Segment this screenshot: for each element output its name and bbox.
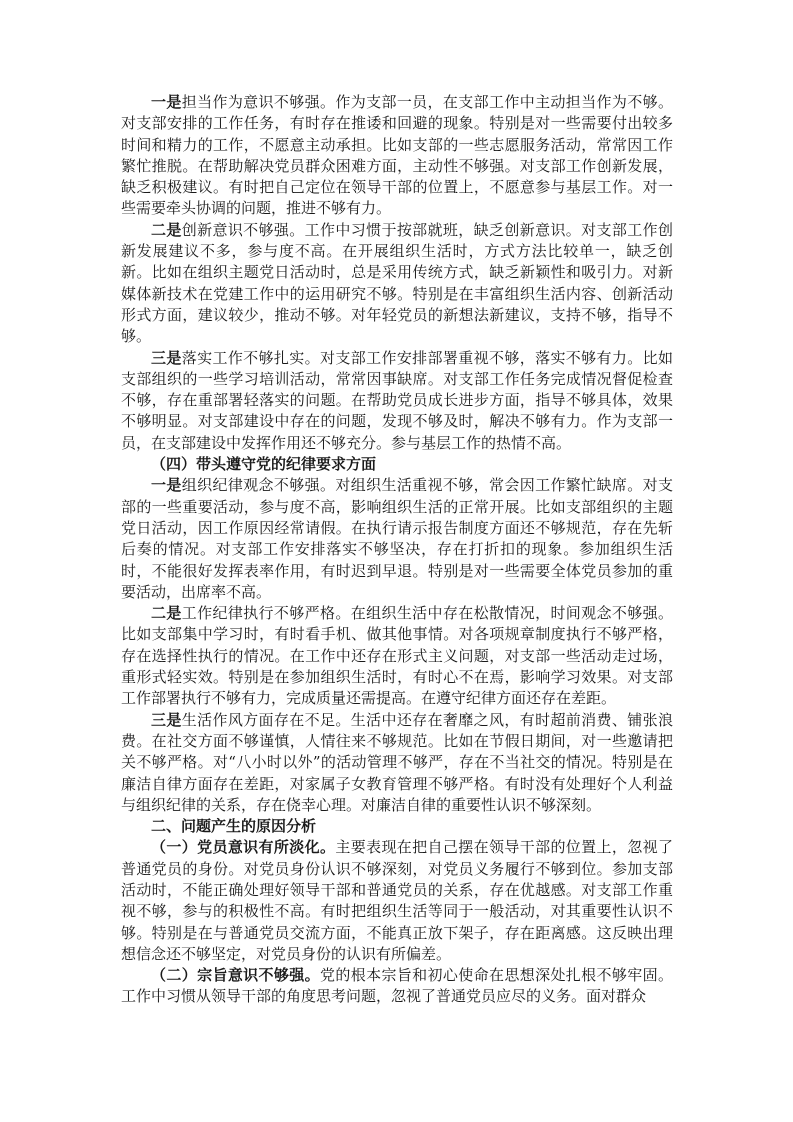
section-heading: 二、问题产生的原因分析	[151, 817, 317, 836]
paragraph-text: 担当作为意识不够强。作为支部一员，在支部工作中主动担当作为不够。对支部安排的工作任务，有时存在推诿和回避的现象。特别是对一些需要付出较多时间和精力的工作，不愿意主动承担。比如支部的一些志愿服务活动，常常因工作繁忙推脱。在帮助解决党员群众困难方面，主动性不够强。对支部工作创新发展，缺乏积极建议。有时把自己定位在领导干部的位置上，不愿意参与基层工作。对一些需要牵头协调的问题，推进不够有力。	[121, 93, 673, 218]
paragraph-lead: 二是	[151, 220, 182, 239]
paragraph-text: 主要表现在把自己摆在领导干部的位置上，忽视了普通党员的身份。对党员身份认识不够深刻，对党员义务履行不够到位。参加支部活动时，不能正确处理好领导干部和普通党员的关系，存在优越感。对支部工作重视不够，参与的积极性不高。有时把组织生活等同于一般活动，对其重要性认识不够。特别是在与普通党员交流方面，不能真正放下架子，存在距离感。这反映出理想信念还不够坚定，对党员身份的认识有所偏差。	[121, 838, 673, 963]
paragraph-lead: （一）党员意识有所淡化。	[151, 838, 336, 857]
paragraph-lead: 三是	[151, 710, 182, 729]
paragraph-lead: 二是	[151, 604, 182, 623]
paragraph-text: 落实工作不够扎实。对支部工作安排部署重视不够，落实不够有力。比如支部组织的一些学习培训活动，常常因事缺席。对支部工作任务完成情况督促检查不够，存在重部署轻落实的问题。在帮助党员成长进步方面，指导不够具体，效果不够明显。对支部建设中存在的问题，发现不够及时，解决不够有力。作为支部一员，在支部建设中发挥作用还不够充分。参与基层工作的热情不高。	[121, 348, 673, 452]
paragraph-text: 组织纪律观念不够强。对组织生活重视不够，常会因工作繁忙缺席。对支部的一些重要活动，参与度不高，影响组织生活的正常开展。比如支部组织的主题党日活动，因工作原因经常请假。在执行请示报告制度方面还不够规范，存在先斩后奏的情况。对支部工作安排落实不够坚决，存在打折扣的现象。参加组织生活时，不能很好发挥表率作用，有时迟到早退。特别是对一些需要全体党员参加的重要活动，出席率不高。	[121, 476, 673, 601]
paragraph-lead: 三是	[151, 348, 182, 367]
document-body	[121, 92, 673, 1008]
paragraph	[121, 475, 673, 603]
paragraph	[121, 710, 673, 816]
paragraph-text: 党的根本宗旨和初心使命在思想深处扎根不够牢固。工作中习惯从领导干部的角度思考问题，忽视了普通党员应尽的义务。面对群众	[121, 966, 673, 1006]
paragraph-text: 生活作风方面存在不足。生活中还存在奢靡之风，有时超前消费、铺张浪费。在社交方面不够谨慎，人情往来不够规范。比如在节假日期间，对一些邀请把关不够严格。对“八小时以外”的活动管理不够严，存在不当社交的情况。特别是在廉洁自律方面存在差距，对家属子女教育管理不够严格。有时没有处理好个人利益与组织纪律的关系，存在侥幸心理。对廉洁自律的重要性认识不够深刻。	[121, 710, 673, 814]
paragraph-lead: 一是	[151, 93, 182, 111]
paragraph-text: 工作纪律执行不够严格。在组织生活中存在松散情况，时间观念不够强。比如支部集中学习时，有时看手机、做其他事情。对各项规章制度执行不够严格，存在选择性执行的情况。在工作中还存在形式主义问题，对支部一些活动走过场，重形式轻实效。特别是在参加组织生活时，有时心不在焉，影响学习效果。对支部工作部署执行不够有力，完成质量还需提高。在遵守纪律方面还存在差距。	[121, 604, 673, 708]
paragraph	[121, 965, 673, 1008]
paragraph	[121, 348, 673, 454]
paragraph-text: 创新意识不够强。工作中习惯于按部就班，缺乏创新意识。对支部工作创新发展建议不多，参与度不高。在开展组织生活时，方式方法比较单一，缺乏创新。比如在组织主题党日活动时，总是采用传统方式，缺乏新颖性和吸引力。对新媒体新技术在党建工作中的运用研究不够。特别是在丰富组织生活内容、创新活动形式方面，建议较少，推动不够。对年轻党员的新想法新建议，支持不够，指导不够。	[121, 220, 673, 346]
paragraph	[121, 603, 673, 709]
section-heading: （四）带头遵守党的纪律要求方面	[151, 455, 377, 474]
paragraph-lead: （二）宗旨意识不够强。	[151, 966, 320, 985]
paragraph	[121, 220, 673, 348]
paragraph	[121, 837, 673, 965]
paragraph-lead: 一是	[151, 476, 182, 495]
paragraph	[121, 92, 673, 220]
